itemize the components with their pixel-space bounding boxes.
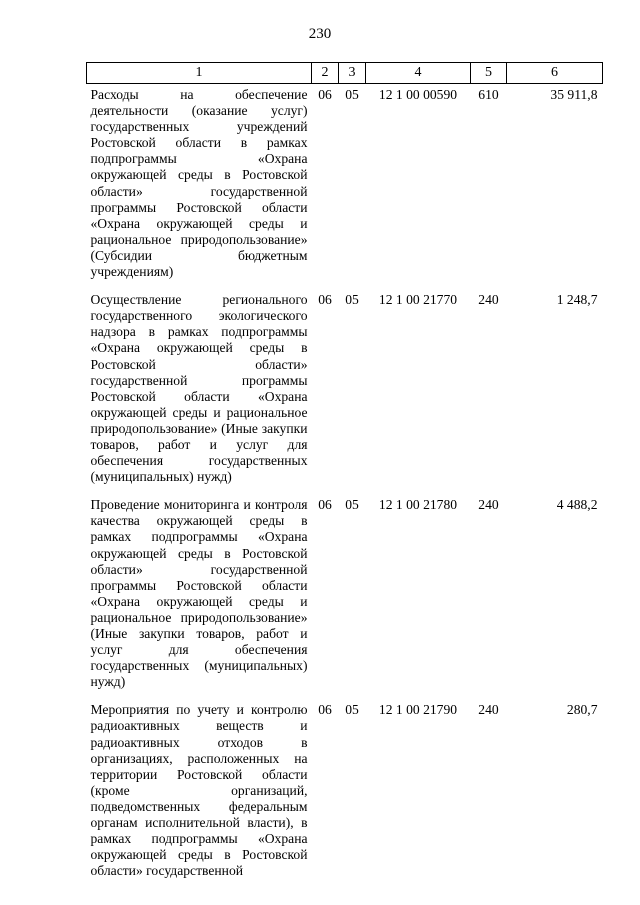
row-description: Мероприятия по учету и контролю радиоактивных веществ и радиоактивных отходов в организациях, расположенных на территории Ростовской области (кроме организаций, подведомственных федеральным органам исполнительной власти), в рамках подпрограммы «Охрана окружающей среды в Ростовской области» государственной [90,702,308,879]
row-subsection: 05 [345,702,359,718]
row-target-article: 12 1 00 21780 [378,497,458,513]
table-header [87,63,603,84]
header-col-5: 5 [471,63,507,84]
row-expense-type: 240 [478,702,499,718]
row-amount: 1 248,7 [556,292,598,308]
header-col-2: 2 [312,63,339,84]
row-target-article: 12 1 00 21770 [378,292,458,308]
table-row [87,699,603,888]
row-section: 06 [318,702,332,718]
row-amount: 4 488,2 [556,497,598,513]
row-description: Проведение мониторинга и контроля качества окружающей среды в рамках подпрограммы «Охрана окружающей среды в Ростовской области» государственной программы Ростовской области «Охрана окружающей среды и рациональное природопользование» (Иные закупки товаров, работ и услуг для обеспечения государственных (муниципальных) нужд) [90,497,308,690]
table-row [87,494,603,699]
row-amount: 280,7 [566,702,598,718]
row-expense-type: 240 [478,292,499,308]
page-number: 230 [308,26,332,42]
table-row [87,84,603,290]
header-col-4: 4 [366,63,471,84]
row-subsection: 05 [345,87,359,102]
header-col-6: 6 [507,63,603,84]
row-expense-type: 240 [478,497,499,513]
table-row [87,289,603,494]
row-subsection: 05 [345,497,359,513]
row-subsection: 05 [345,292,359,308]
budget-table [86,62,603,888]
table-body [87,84,603,889]
header-col-1: 1 [87,63,312,84]
row-expense-type: 610 [478,87,499,102]
header-col-3: 3 [339,63,366,84]
row-section: 06 [318,87,332,102]
row-description: Расходы на обеспечение деятельности (оказание услуг) государственных учреждений Ростовской области в рамках подпрограммы «Охрана окружающей среды в Ростовской области» государственной программы Ростовской области «Охрана окружающей среды и рациональное природопользование» (Субсидии бюджетным учреждениям) [90,87,308,280]
row-amount: 35 911,8 [550,87,598,102]
row-section: 06 [318,497,332,513]
row-section: 06 [318,292,332,308]
row-target-article: 12 1 00 00590 [378,87,458,102]
row-description: Осуществление регионального государственного экологического надзора в рамках подпрограммы «Охрана окружающей среды в Ростовской области» государственной программы Ростовской области «Охрана окружающей среды и рациональное природопользование» (Иные закупки товаров, работ и услуг для обеспечения государственных (муниципальных) нужд) [90,292,308,485]
header-row [87,63,603,84]
row-target-article: 12 1 00 21790 [378,702,458,718]
